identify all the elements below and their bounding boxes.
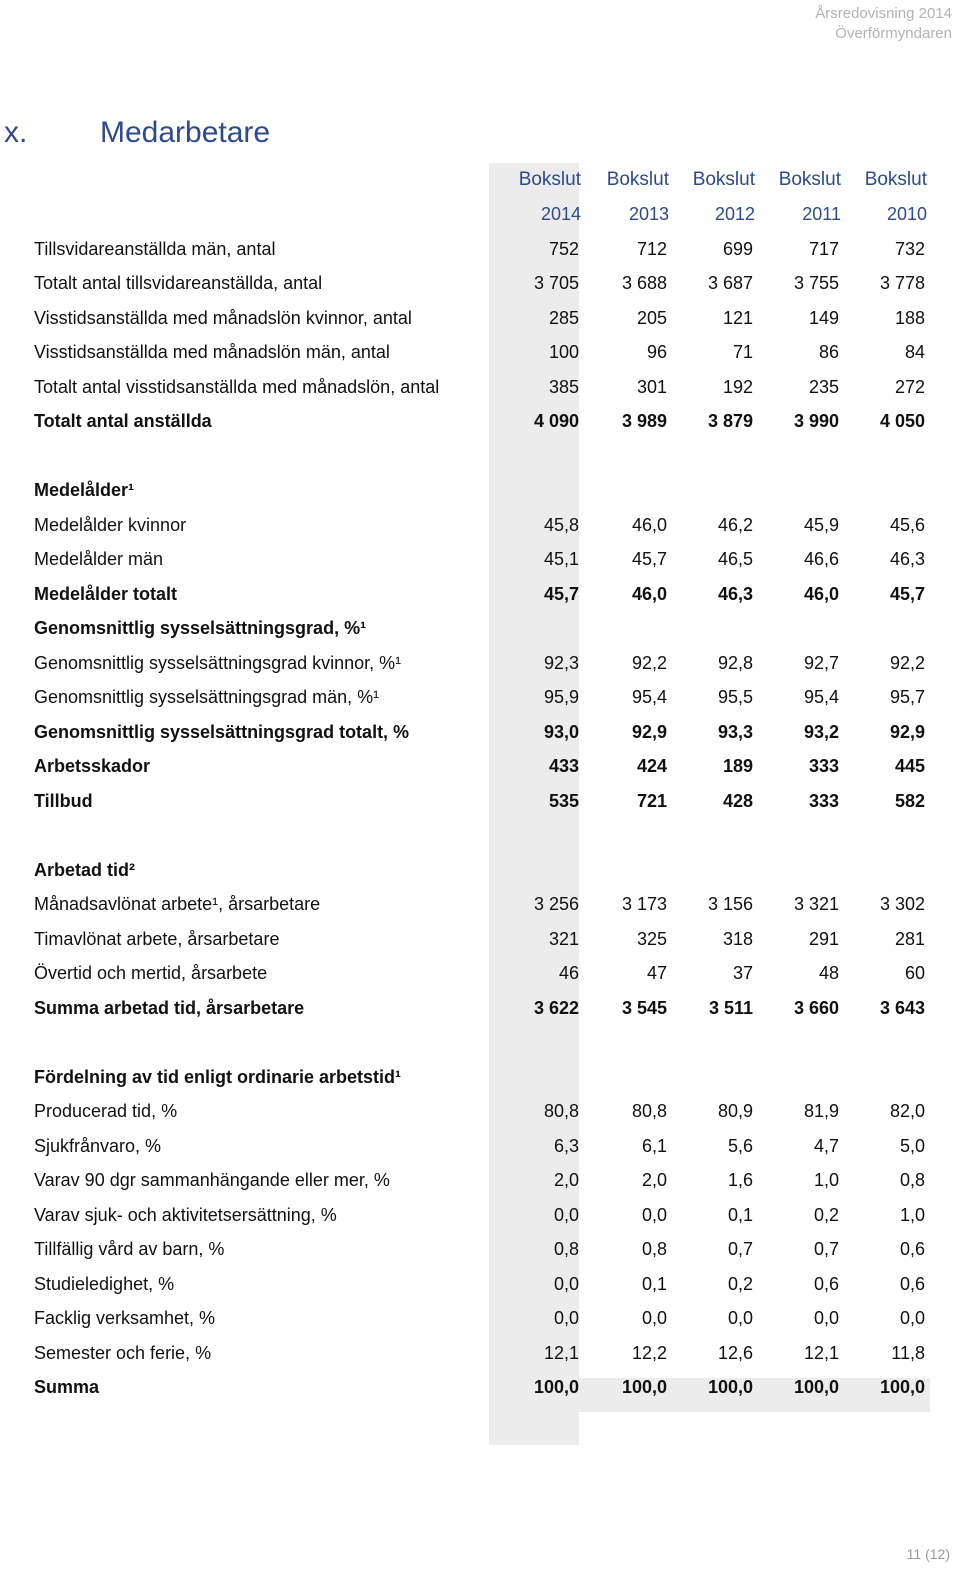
header-spacer bbox=[28, 163, 495, 198]
value-cell: 0,6 bbox=[899, 1273, 925, 1294]
value-cell: 712 bbox=[636, 238, 667, 259]
value-cell: 47 bbox=[646, 963, 667, 984]
value-cell: 732 bbox=[894, 238, 925, 259]
table-row bbox=[28, 853, 931, 888]
value-cell: 12,1 bbox=[803, 1342, 839, 1363]
value-cell: 0,8 bbox=[641, 1239, 667, 1260]
row-label: Varav sjuk- och aktivitetsersättning, % bbox=[34, 1204, 337, 1225]
value-cell: 0,0 bbox=[641, 1204, 667, 1225]
value-cell: 0,7 bbox=[813, 1239, 839, 1260]
table-row bbox=[28, 612, 931, 647]
section-heading bbox=[4, 116, 270, 150]
row-label: Medelålder totalt bbox=[34, 583, 178, 604]
value-cell: 48 bbox=[818, 963, 839, 984]
column-label: Bokslut bbox=[864, 169, 927, 191]
spacer-cell bbox=[28, 439, 931, 474]
value-cell: 12,2 bbox=[631, 1342, 667, 1363]
column-label: Bokslut bbox=[692, 169, 755, 191]
value-cell: 82,0 bbox=[889, 1101, 925, 1122]
value-cell: 285 bbox=[548, 307, 579, 328]
table-row bbox=[28, 1267, 931, 1302]
value-cell: 92,7 bbox=[803, 652, 839, 673]
value-cell: 281 bbox=[894, 928, 925, 949]
row-label: Övertid och mertid, årsarbete bbox=[34, 963, 268, 984]
table-row bbox=[28, 543, 931, 578]
value-cell: 92,2 bbox=[889, 652, 925, 673]
row-label: Tillsvidareanställda män, antal bbox=[34, 238, 276, 259]
value-cell: 86 bbox=[818, 342, 839, 363]
value-cell: 92,3 bbox=[543, 652, 579, 673]
value-cell: 333 bbox=[808, 790, 839, 811]
value-cell: 11,8 bbox=[891, 1342, 925, 1363]
value-cell: 0,6 bbox=[813, 1273, 839, 1294]
value-cell: 45,7 bbox=[631, 549, 667, 570]
table-row bbox=[28, 1164, 931, 1199]
value-cell: 0,0 bbox=[899, 1308, 925, 1329]
value-cell: 100,0 bbox=[533, 1377, 579, 1398]
row-label: Totalt antal visstidsanställda med månadslön, antal bbox=[34, 376, 440, 397]
value-cell bbox=[673, 612, 759, 647]
value-cell: 95,7 bbox=[889, 687, 925, 708]
row-label: Genomsnittlig sysselsättningsgrad totalt, % bbox=[34, 721, 410, 742]
value-cell bbox=[759, 612, 845, 647]
value-cell: 0,0 bbox=[727, 1308, 753, 1329]
value-cell: 100,0 bbox=[621, 1377, 667, 1398]
value-cell: 3 302 bbox=[879, 894, 925, 915]
row-label: Tillbud bbox=[34, 790, 93, 811]
value-cell: 80,8 bbox=[543, 1101, 579, 1122]
page-number: 11 (12) bbox=[906, 1546, 950, 1562]
value-cell: 3 511 bbox=[708, 997, 753, 1018]
value-cell: 46,2 bbox=[717, 514, 753, 535]
value-cell: 752 bbox=[548, 238, 579, 259]
value-cell: 325 bbox=[636, 928, 667, 949]
row-label: Genomsnittlig sysselsättningsgrad kvinnor, %¹ bbox=[34, 652, 402, 673]
table-row bbox=[28, 957, 931, 992]
value-cell: 333 bbox=[808, 756, 839, 777]
value-cell: 37 bbox=[732, 963, 753, 984]
row-label: Visstidsanställda med månadslön män, antal bbox=[34, 342, 390, 363]
value-cell: 0,2 bbox=[813, 1204, 839, 1225]
value-cell: 318 bbox=[722, 928, 753, 949]
value-cell: 92,8 bbox=[717, 652, 753, 673]
value-cell: 0,0 bbox=[553, 1204, 579, 1225]
column-year: 2013 bbox=[628, 204, 669, 225]
value-cell: 1,0 bbox=[899, 1204, 925, 1225]
value-cell: 385 bbox=[548, 376, 579, 397]
row-label: Fördelning av tid enligt ordinarie arbetstid¹ bbox=[34, 1066, 402, 1087]
value-cell: 2,0 bbox=[553, 1170, 579, 1191]
value-cell: 188 bbox=[894, 307, 925, 328]
value-cell: 272 bbox=[894, 376, 925, 397]
row-label: Genomsnittlig sysselsättningsgrad män, %¹ bbox=[34, 687, 380, 708]
value-cell: 3 705 bbox=[533, 273, 579, 294]
row-label: Summa bbox=[34, 1377, 100, 1398]
column-year: 2014 bbox=[540, 204, 581, 225]
row-label: Timavlönat arbete, årsarbetare bbox=[34, 928, 280, 949]
table-row bbox=[28, 1095, 931, 1130]
value-cell: 3 687 bbox=[707, 273, 753, 294]
value-cell: 535 bbox=[548, 790, 579, 811]
value-cell: 46,3 bbox=[889, 549, 925, 570]
value-cell: 0,8 bbox=[899, 1170, 925, 1191]
value-cell bbox=[759, 474, 845, 509]
column-header-row bbox=[28, 163, 931, 198]
value-cell: 717 bbox=[808, 238, 839, 259]
value-cell: 46,0 bbox=[803, 583, 839, 604]
value-cell: 428 bbox=[722, 790, 753, 811]
report-title: Årsredovisning 2014 bbox=[815, 5, 952, 22]
value-cell: 0,2 bbox=[727, 1273, 753, 1294]
table-body bbox=[28, 232, 931, 1405]
value-cell: 100,0 bbox=[879, 1377, 925, 1398]
row-label: Totalt antal tillsvidareanställda, antal bbox=[34, 273, 323, 294]
column-year: 2012 bbox=[714, 204, 755, 225]
value-cell: 45,1 bbox=[543, 549, 579, 570]
column-label: Bokslut bbox=[518, 169, 581, 191]
value-cell bbox=[585, 474, 673, 509]
value-cell: 71 bbox=[732, 342, 753, 363]
table-row bbox=[28, 784, 931, 819]
value-cell: 80,9 bbox=[717, 1101, 753, 1122]
value-cell bbox=[495, 853, 585, 888]
value-cell: 2,0 bbox=[641, 1170, 667, 1191]
value-cell: 4,7 bbox=[813, 1135, 839, 1156]
value-cell: 93,2 bbox=[803, 721, 839, 742]
value-cell: 4 050 bbox=[879, 411, 925, 432]
value-cell: 45,8 bbox=[543, 514, 579, 535]
value-cell: 0,1 bbox=[727, 1204, 753, 1225]
value-cell bbox=[585, 853, 673, 888]
table-row bbox=[28, 681, 931, 716]
row-label: Sjukfrånvaro, % bbox=[34, 1135, 162, 1156]
value-cell: 4 090 bbox=[533, 411, 579, 432]
column-year: 2011 bbox=[802, 204, 841, 225]
row-label: Arbetsskador bbox=[34, 756, 151, 777]
value-cell bbox=[759, 1060, 845, 1095]
value-cell bbox=[495, 474, 585, 509]
header-spacer bbox=[28, 198, 495, 233]
value-cell: 46,5 bbox=[717, 549, 753, 570]
table-row bbox=[28, 750, 931, 785]
spacer-row bbox=[28, 439, 931, 474]
value-cell: 46 bbox=[558, 963, 579, 984]
value-cell bbox=[845, 612, 931, 647]
spacer-cell bbox=[28, 1026, 931, 1061]
value-cell: 95,5 bbox=[717, 687, 753, 708]
value-cell: 699 bbox=[722, 238, 753, 259]
row-label: Studieledighet, % bbox=[34, 1273, 175, 1294]
value-cell: 81,9 bbox=[803, 1101, 839, 1122]
value-cell: 12,1 bbox=[543, 1342, 579, 1363]
value-cell: 3 643 bbox=[879, 997, 925, 1018]
value-cell: 149 bbox=[808, 307, 839, 328]
table-row bbox=[28, 267, 931, 302]
table-row bbox=[28, 1198, 931, 1233]
column-label: Bokslut bbox=[778, 169, 841, 191]
row-label: Medelålder¹ bbox=[34, 480, 135, 501]
value-cell: 3 622 bbox=[533, 997, 579, 1018]
value-cell: 3 688 bbox=[621, 273, 667, 294]
value-cell: 95,4 bbox=[803, 687, 839, 708]
value-cell: 93,3 bbox=[717, 721, 753, 742]
section-number: x. bbox=[4, 116, 28, 149]
value-cell: 6,1 bbox=[641, 1135, 667, 1156]
value-cell: 3 755 bbox=[793, 273, 839, 294]
value-cell: 45,7 bbox=[543, 583, 579, 604]
row-label: Visstidsanställda med månadslön kvinnor, antal bbox=[34, 307, 412, 328]
table-row bbox=[28, 232, 931, 267]
value-cell: 45,9 bbox=[803, 514, 839, 535]
value-cell: 46,0 bbox=[631, 514, 667, 535]
value-cell: 100,0 bbox=[707, 1377, 753, 1398]
row-label: Totalt antal anställda bbox=[34, 411, 212, 432]
value-cell bbox=[585, 1060, 673, 1095]
row-label: Genomsnittlig sysselsättningsgrad, %¹ bbox=[34, 618, 367, 639]
value-cell: 12,6 bbox=[717, 1342, 753, 1363]
value-cell bbox=[673, 1060, 759, 1095]
value-cell: 0,0 bbox=[553, 1273, 579, 1294]
value-cell: 3 660 bbox=[793, 997, 839, 1018]
value-cell: 80,8 bbox=[631, 1101, 667, 1122]
table-row bbox=[28, 1129, 931, 1164]
table-row bbox=[28, 646, 931, 681]
value-cell: 0,8 bbox=[553, 1239, 579, 1260]
value-cell: 46,6 bbox=[803, 549, 839, 570]
row-label: Medelålder män bbox=[34, 549, 164, 570]
value-cell: 235 bbox=[808, 376, 839, 397]
value-cell: 45,6 bbox=[889, 514, 925, 535]
value-cell: 445 bbox=[894, 756, 925, 777]
value-cell bbox=[495, 1060, 585, 1095]
table-row bbox=[28, 888, 931, 923]
row-label: Facklig verksamhet, % bbox=[34, 1308, 216, 1329]
table-row bbox=[28, 370, 931, 405]
spacer-row bbox=[28, 819, 931, 854]
value-cell bbox=[673, 853, 759, 888]
table-row bbox=[28, 1060, 931, 1095]
value-cell: 0,6 bbox=[899, 1239, 925, 1260]
value-cell: 5,0 bbox=[899, 1135, 925, 1156]
value-cell: 3 990 bbox=[793, 411, 839, 432]
column-label: Bokslut bbox=[606, 169, 669, 191]
spacer-row bbox=[28, 1026, 931, 1061]
table-row bbox=[28, 336, 931, 371]
value-cell: 5,6 bbox=[727, 1135, 753, 1156]
organisation-name: Överförmyndaren bbox=[835, 25, 952, 42]
section-title: Medarbetare bbox=[100, 116, 271, 149]
value-cell: 424 bbox=[636, 756, 667, 777]
table-row bbox=[28, 991, 931, 1026]
value-cell: 3 321 bbox=[793, 894, 839, 915]
table-row bbox=[28, 1233, 931, 1268]
row-label: Månadsavlönat arbete¹, årsarbetare bbox=[34, 894, 321, 915]
value-cell: 1,6 bbox=[727, 1170, 753, 1191]
table-row bbox=[28, 577, 931, 612]
value-cell: 60 bbox=[904, 963, 925, 984]
value-cell: 95,9 bbox=[543, 687, 579, 708]
value-cell: 321 bbox=[548, 928, 579, 949]
value-cell: 121 bbox=[722, 307, 753, 328]
table-row bbox=[28, 715, 931, 750]
row-label: Summa arbetad tid, årsarbetare bbox=[34, 997, 305, 1018]
value-cell: 0,7 bbox=[727, 1239, 753, 1260]
value-cell: 92,9 bbox=[889, 721, 925, 742]
value-cell: 92,9 bbox=[631, 721, 667, 742]
row-label: Tillfällig vård av barn, % bbox=[34, 1239, 225, 1260]
value-cell: 92,2 bbox=[631, 652, 667, 673]
value-cell bbox=[845, 853, 931, 888]
value-cell: 95,4 bbox=[631, 687, 667, 708]
value-cell bbox=[845, 474, 931, 509]
value-cell: 433 bbox=[548, 756, 579, 777]
row-label: Medelålder kvinnor bbox=[34, 514, 187, 535]
value-cell: 0,0 bbox=[813, 1308, 839, 1329]
value-cell: 46,0 bbox=[631, 583, 667, 604]
table-row bbox=[28, 922, 931, 957]
row-label: Semester och ferie, % bbox=[34, 1342, 212, 1363]
value-cell: 45,7 bbox=[889, 583, 925, 604]
value-cell: 3 156 bbox=[707, 894, 753, 915]
value-cell: 3 778 bbox=[879, 273, 925, 294]
value-cell: 100,0 bbox=[793, 1377, 839, 1398]
value-cell: 3 879 bbox=[707, 411, 753, 432]
value-cell: 46,3 bbox=[717, 583, 753, 604]
column-year: 2010 bbox=[886, 204, 927, 225]
value-cell bbox=[673, 474, 759, 509]
value-cell: 93,0 bbox=[543, 721, 579, 742]
value-cell: 301 bbox=[636, 376, 667, 397]
spacer-cell bbox=[28, 819, 931, 854]
value-cell: 189 bbox=[722, 756, 753, 777]
value-cell: 84 bbox=[904, 342, 925, 363]
table-row bbox=[28, 508, 931, 543]
row-label: Producerad tid, % bbox=[34, 1101, 178, 1122]
value-cell: 291 bbox=[808, 928, 839, 949]
table-row bbox=[28, 1336, 931, 1371]
value-cell: 3 256 bbox=[533, 894, 579, 915]
value-cell: 205 bbox=[636, 307, 667, 328]
table-row bbox=[28, 405, 931, 440]
value-cell: 0,0 bbox=[553, 1308, 579, 1329]
value-cell: 721 bbox=[636, 790, 667, 811]
staff-statistics-table bbox=[28, 163, 931, 1405]
column-year-row bbox=[28, 198, 931, 233]
value-cell: 0,1 bbox=[641, 1273, 667, 1294]
value-cell: 582 bbox=[894, 790, 925, 811]
row-label: Varav 90 dgr sammanhängande eller mer, % bbox=[34, 1170, 390, 1191]
table-row bbox=[28, 1302, 931, 1337]
row-label: Arbetad tid² bbox=[34, 859, 135, 880]
value-cell: 3 545 bbox=[621, 997, 667, 1018]
value-cell bbox=[759, 853, 845, 888]
value-cell: 3 989 bbox=[621, 411, 667, 432]
value-cell: 6,3 bbox=[553, 1135, 579, 1156]
value-cell: 3 173 bbox=[621, 894, 667, 915]
value-cell: 96 bbox=[646, 342, 667, 363]
value-cell bbox=[845, 1060, 931, 1095]
value-cell: 0,0 bbox=[641, 1308, 667, 1329]
value-cell bbox=[585, 612, 673, 647]
table-row bbox=[28, 301, 931, 336]
value-cell: 100 bbox=[548, 342, 579, 363]
value-cell: 1,0 bbox=[813, 1170, 839, 1191]
value-cell bbox=[495, 612, 585, 647]
page-header bbox=[815, 4, 952, 44]
table-row bbox=[28, 474, 931, 509]
value-cell: 192 bbox=[722, 376, 753, 397]
table-row bbox=[28, 1371, 931, 1406]
